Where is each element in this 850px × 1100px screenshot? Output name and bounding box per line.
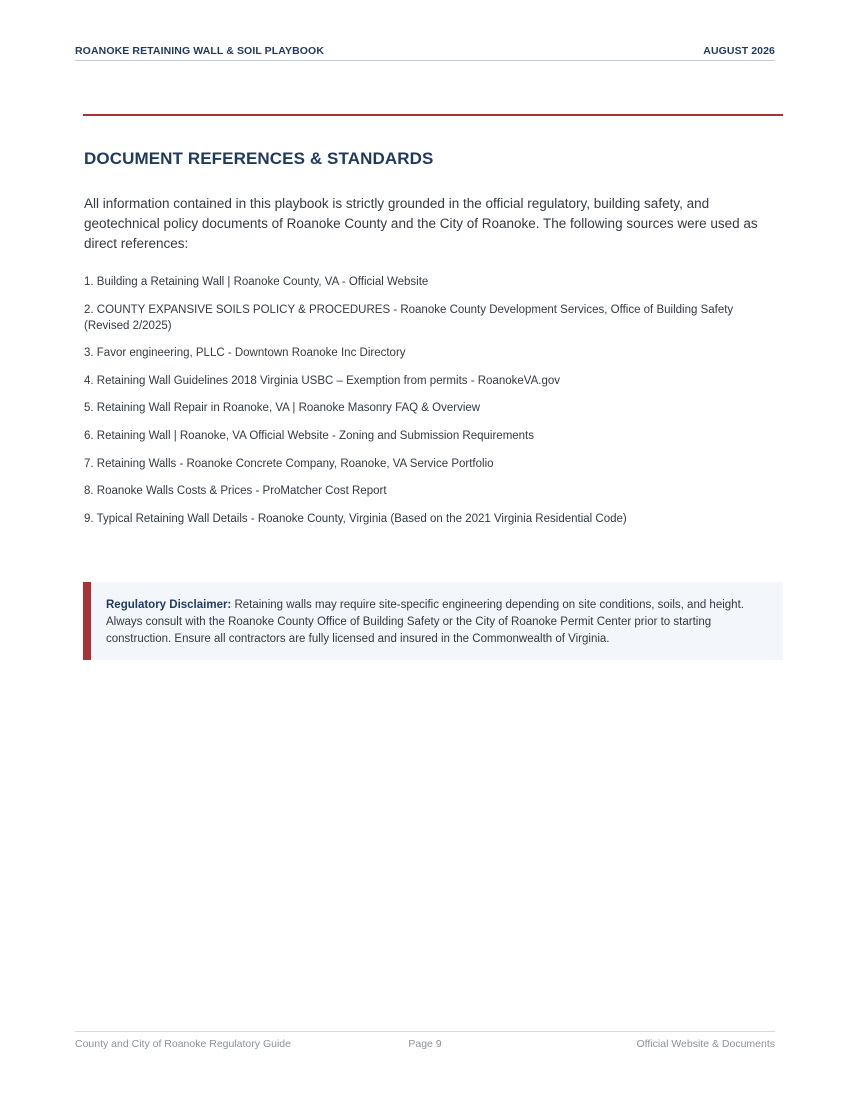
disclaimer-text: Retaining walls may require site-specific engineering depending on site conditions, soils, and height. Always consult with the Roanoke County Office of Building Safety or the City of Roanoke Permit Center prior to starting construction. Ensure all contractors are fully licensed and insured in the Commonwealth of Virginia. [106,599,744,645]
reference-item: 4. Retaining Wall Guidelines 2018 Virginia USBC – Exemption from permits - RoanokeVA.gov [84,374,560,387]
reference-item: 1. Building a Retaining Wall | Roanoke County, VA - Official Website [84,276,429,288]
disclaimer-paragraph [106,597,767,648]
intro-paragraph: All information contained in this playbook is strictly grounded in the official regulatory, building safety, and geotechnical policy documents of Roanoke County and the City of Roanoke. The following sources were used as direct references: [84,196,758,251]
page-header [75,44,775,61]
reference-item: 7. Retaining Walls - Roanoke Concrete Company, Roanoke, VA Service Portfolio [84,457,494,470]
page-footer [75,1031,775,1051]
header-date: AUGUST 2026 [703,45,775,57]
reference-item: 6. Retaining Wall | Roanoke, VA Official Website - Zoning and Submission Requirements [84,429,535,442]
reference-item: 3. Favor engineering, PLLC - Downtown Roanoke Inc Directory [84,347,406,360]
footer-guide-title: County and City of Roanoke Regulatory Guide [75,1038,291,1050]
regulatory-disclaimer-callout [83,582,783,660]
section-divider [83,114,783,116]
section-title: DOCUMENT REFERENCES & STANDARDS [84,149,434,168]
reference-item: 5. Retaining Wall Repair in Roanoke, VA | Roanoke Masonry FAQ & Overview [84,402,481,415]
footer-source-note: Official Website & Documents [636,1038,775,1050]
header-document-title: ROANOKE RETAINING WALL & SOIL PLAYBOOK [75,45,325,57]
footer-page-number: Page 9 [408,1038,442,1050]
reference-item: 9. Typical Retaining Wall Details - Roanoke County, Virginia (Based on the 2021 Virginia Residential Code) [84,512,627,525]
reference-item: 8. Roanoke Walls Costs & Prices - ProMatcher Cost Report [84,485,387,498]
references-list [84,274,774,538]
reference-item: 2. COUNTY EXPANSIVE SOILS POLICY & PROCEDURES - Roanoke County Development Services, Office of Building Safety (Revised 2/2025) [84,303,734,332]
disclaimer-label: Regulatory Disclaimer: [106,599,232,611]
